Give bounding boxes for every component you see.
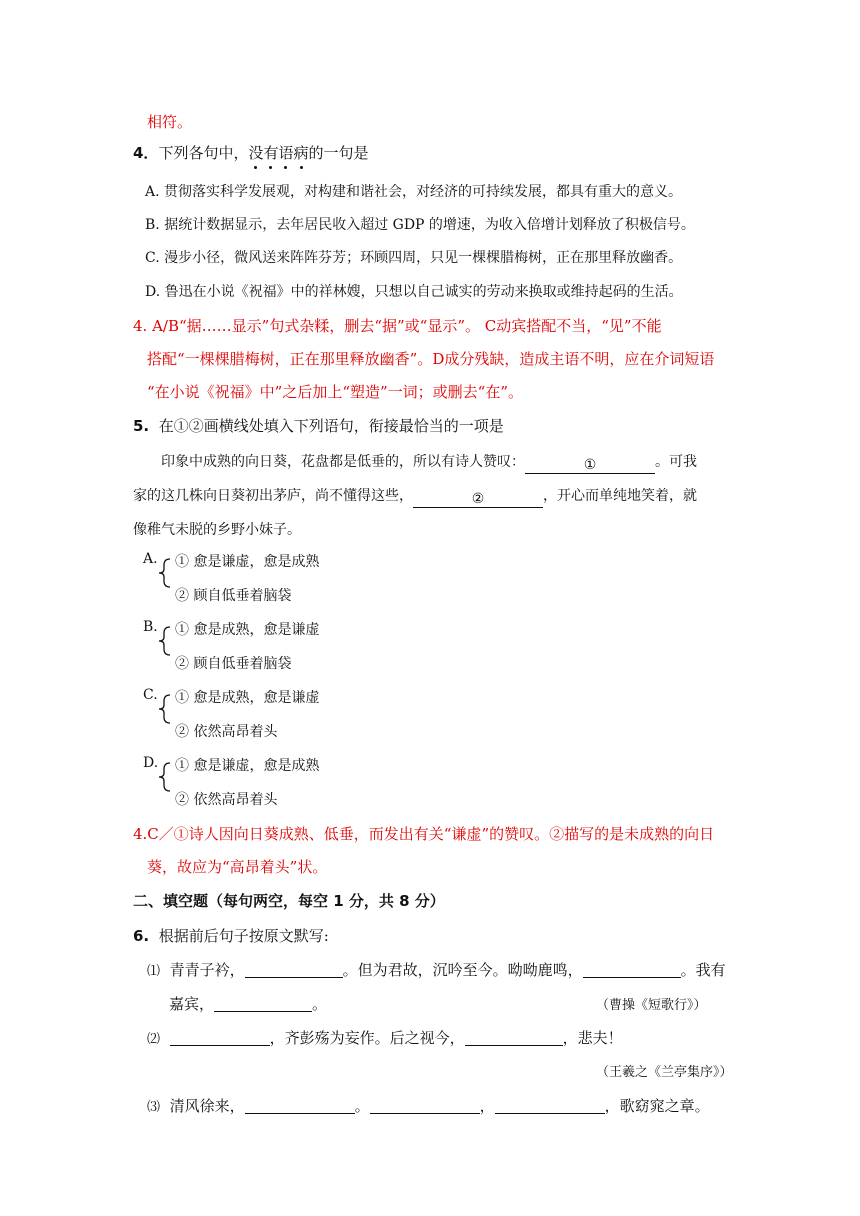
- fill-blank[interactable]: [465, 1029, 563, 1046]
- q5-answer-line-1: 4.C／①诗人因向日葵成熟、低垂，而发出有关“谦虚”的赞叹。②描写的是未成熟的向日: [133, 825, 715, 843]
- fill-blank[interactable]: [583, 961, 681, 978]
- fill-blank[interactable]: [495, 1097, 605, 1114]
- brace-icon: [158, 762, 172, 792]
- emphasis-char: 没: [248, 144, 264, 162]
- blank-1[interactable]: ①: [525, 457, 655, 474]
- q5-passage-line-3: 像稚气未脱的乡野小妹子。: [133, 522, 301, 538]
- emphasis-char: 语: [278, 144, 294, 162]
- q6-item-1-line-2: 嘉宾， 。: [169, 995, 328, 1013]
- q6-item-1-source: （曹操《短歌行》）: [596, 998, 707, 1013]
- emphasis-char: 病: [293, 144, 309, 162]
- q4-answer-line-2: 搭配“一棵棵腊梅树，正在那里释放幽香”。D成分残缺，造成主语不明，应在介词短语: [147, 350, 715, 368]
- q5-option-b-line-1: ① 愈是成熟，愈是谦虚: [175, 622, 320, 638]
- q5-option-d-letter: D.: [143, 755, 159, 771]
- q6-item-2-line: ⑵ ，齐彭殇为妄作。后之视今， ，悲夫！: [147, 1029, 623, 1047]
- q6-item-1-line-1: ⑴ 青青子衿， 。但为君故，沉吟至今。呦呦鹿鸣， 。我有: [147, 961, 726, 979]
- q5-option-d-line-2: ② 依然高昂着头: [175, 792, 278, 808]
- q5-option-c-letter: C.: [143, 687, 158, 703]
- q5-passage-line-1: 印象中成熟的向日葵，花盘都是低垂的，所以有诗人赞叹： ① 。可我: [161, 454, 697, 473]
- question-6-stem: 6. 根据前后句子按原文默写:: [133, 927, 329, 945]
- fill-blank[interactable]: [245, 961, 343, 978]
- q5-option-c-line-2: ② 依然高昂着头: [175, 724, 278, 740]
- fill-blank[interactable]: [370, 1097, 480, 1114]
- answer-tail: 相符。: [147, 113, 193, 131]
- q5-option-c-line-1: ① 愈是成熟，愈是谦虚: [175, 690, 320, 706]
- q4-option-a: A. 贯彻落实科学发展观，对构建和谐社会，对经济的可持续发展，都具有重大的意义。: [145, 184, 683, 200]
- q6-item-3-line: ⑶ 清风徐来， 。 ， ，歌窈窕之章。: [147, 1097, 710, 1115]
- q4-answer-line-3: “在小说《祝福》中”之后加上“塑造”一词；或删去“在”。: [147, 383, 524, 401]
- q5-option-a-line-1: ① 愈是谦虚，愈是成熟: [175, 554, 320, 570]
- q4-answer-line-1: 4. A/B“据……显示”句式杂糅，删去“据”或“显示”。 C动宾搭配不当，“见”不能: [133, 317, 662, 335]
- question-5-stem: 5. 在①②画横线处填入下列语句，衔接最恰当的一项是: [133, 417, 504, 435]
- q5-answer-line-2: 葵，故应为“高昂着头”状。: [147, 858, 328, 876]
- brace-icon: [158, 558, 172, 588]
- emphasis-char: 有: [263, 144, 279, 162]
- q4-option-c: C. 漫步小径，微风送来阵阵芬芳；环顾四周，只见一棵棵腊梅树，正在那里释放幽香。: [145, 250, 683, 266]
- fill-blank[interactable]: [245, 1097, 355, 1114]
- q4-option-d: D. 鲁迅在小说《祝福》中的祥林嫂，只想以自己诚实的劳动来换取或维持起码的生活。: [145, 284, 683, 300]
- q4-option-b: B. 据统计数据显示，去年居民收入超过 GDP 的增速，为收入倍增计划释放了积极信号。: [145, 217, 695, 233]
- fill-blank[interactable]: [214, 995, 312, 1012]
- question-number: 4．: [133, 144, 159, 162]
- q5-passage-line-2: 家的这几株向日葵初出茅庐，尚不懂得这些， ② ，开心而单纯地笑着，就: [133, 488, 697, 507]
- q5-option-a-line-2: ② 顾自低垂着脑袋: [175, 588, 292, 604]
- brace-icon: [158, 626, 172, 656]
- q5-option-b-letter: B.: [143, 619, 158, 635]
- q5-option-a-letter: A.: [143, 551, 158, 567]
- brace-icon: [158, 694, 172, 724]
- q5-option-b-line-2: ② 顾自低垂着脑袋: [175, 656, 292, 672]
- question-number: 6.: [133, 927, 150, 945]
- question-4-stem: 4．下列各句中，没有语病的一句是: [133, 144, 369, 162]
- blank-2[interactable]: ②: [413, 491, 543, 508]
- q5-option-d-line-1: ① 愈是谦虚，愈是成熟: [175, 758, 320, 774]
- q6-item-2-source: （王羲之《兰亭集序》）: [596, 1065, 733, 1080]
- question-number: 5.: [133, 417, 150, 435]
- fill-blank[interactable]: [170, 1029, 270, 1046]
- section-heading: 二、填空题（每句两空，每空 1 分，共 8 分）: [133, 892, 445, 910]
